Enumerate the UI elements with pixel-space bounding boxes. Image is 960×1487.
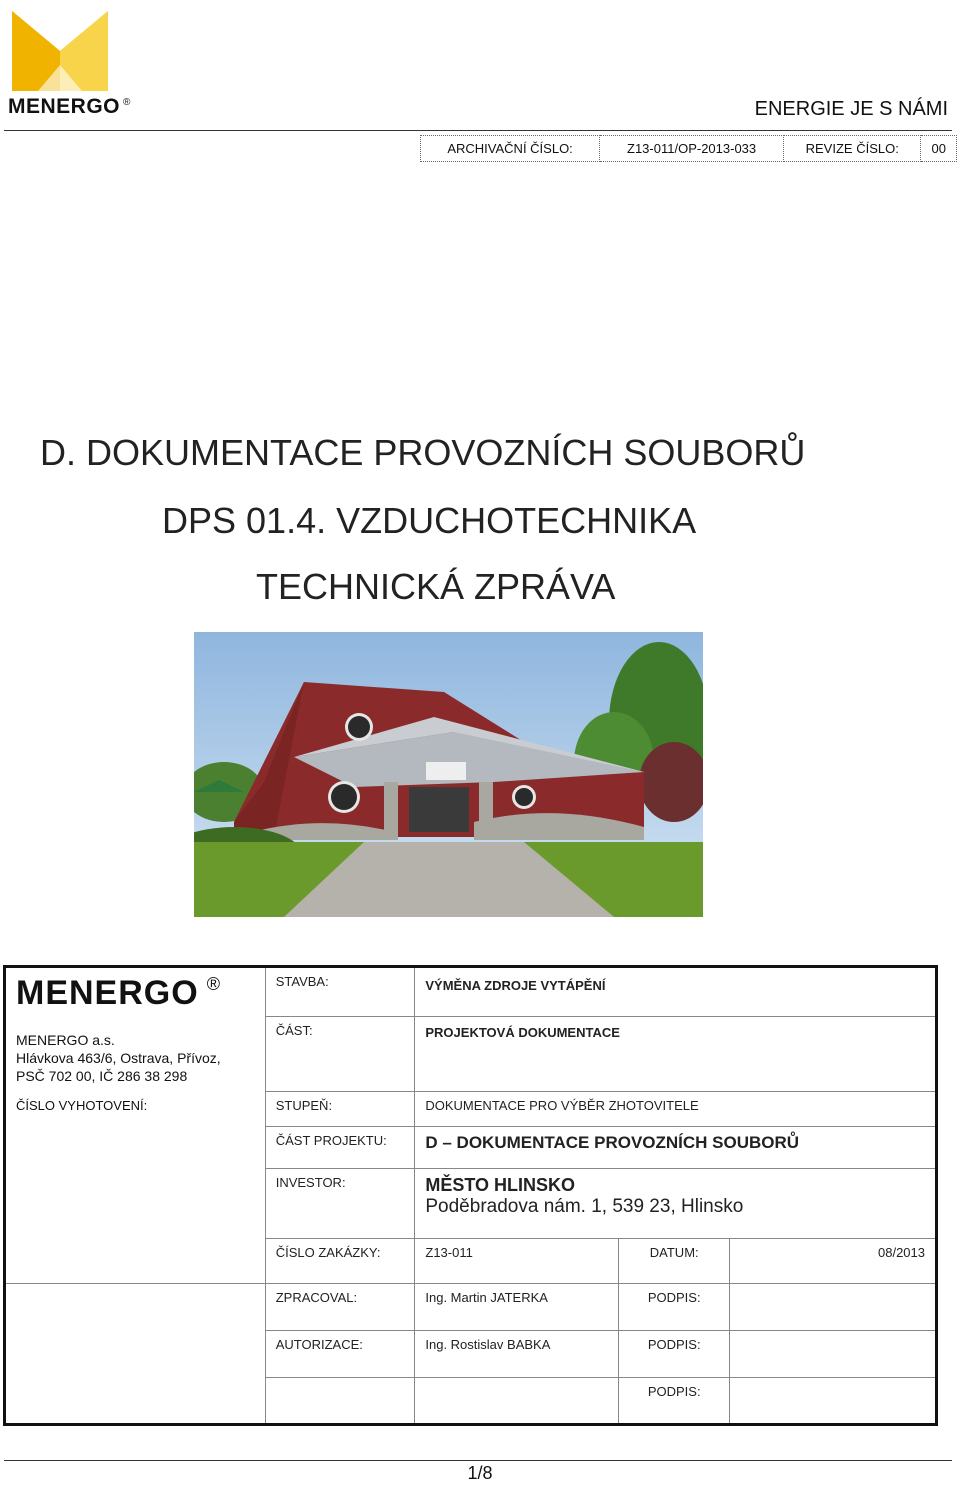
- title-block-company-cell: [5, 967, 266, 1092]
- building-photo: [194, 632, 703, 917]
- autorizace-value: Ing. Rostislav BABKA: [415, 1330, 619, 1377]
- podpis-field-2: [730, 1330, 937, 1377]
- podpis-label-2: PODPIS:: [619, 1330, 730, 1377]
- company-slogan: ENERGIE JE S NÁMI: [754, 98, 948, 120]
- zakazka-value: Z13-011: [415, 1238, 619, 1283]
- stupen-value: DOKUMENTACE PRO VÝBĚR ZHOTOVITELE: [415, 1091, 937, 1126]
- stavba-label: STAVBA:: [265, 967, 415, 1017]
- cast-projektu-value: D – DOKUMENTACE PROVOZNÍCH SOUBORŮ: [415, 1126, 937, 1168]
- datum-label: DATUM:: [619, 1238, 730, 1283]
- company-logo-icon: [8, 5, 112, 95]
- document-title-main: D. DOKUMENTACE PROVOZNÍCH SOUBORŮ: [40, 432, 806, 473]
- footer-divider: [4, 1460, 952, 1461]
- zakazka-label: ČÍSLO ZAKÁZKY:: [265, 1238, 415, 1283]
- company-logo-text: MENERGO ®: [8, 95, 131, 118]
- zpracoval-label: ZPRACOVAL:: [265, 1283, 415, 1330]
- company-name: MENERGO a.s.: [16, 1032, 115, 1048]
- autorizace-label: AUTORIZACE:: [265, 1330, 415, 1377]
- revision-number-value: 00: [921, 136, 957, 162]
- document-title-section: DPS 01.4. VZDUCHOTECHNIKA: [162, 500, 697, 541]
- investor-name: MĚSTO HLINSKO: [425, 1174, 576, 1195]
- company-address: Hlávkova 463/6, Ostrava, Přívoz,: [16, 1050, 221, 1066]
- page-number: 1/8: [467, 1463, 493, 1483]
- title-block-logo: MENERGO ®: [16, 974, 221, 1012]
- cast-label: ČÁST:: [265, 1017, 415, 1092]
- cast-value: PROJEKTOVÁ DOKUMENTACE: [415, 1017, 937, 1092]
- archive-number-label: ARCHIVAČNÍ ČÍSLO:: [421, 136, 600, 162]
- podpis-field-3: [730, 1377, 937, 1424]
- datum-value: 08/2013: [730, 1238, 937, 1283]
- header-divider: [4, 130, 952, 131]
- podpis-field-1: [730, 1283, 937, 1330]
- blank-cell-a: [265, 1377, 415, 1424]
- investor-address: Poděbradova nám. 1, 539 23, Hlinsko: [425, 1195, 744, 1217]
- archive-info-table: [420, 135, 957, 162]
- document-number-label: ČÍSLO VYHOTOVENÍ:: [5, 1091, 266, 1283]
- cast-projektu-label: ČÁST PROJEKTU:: [265, 1126, 415, 1168]
- stupen-label: STUPEŇ:: [265, 1091, 415, 1126]
- investor-cell: [415, 1168, 937, 1238]
- document-title-type: TECHNICKÁ ZPRÁVA: [256, 566, 616, 607]
- revision-number-label: REVIZE ČÍSLO:: [784, 136, 921, 162]
- podpis-label-3: PODPIS:: [619, 1377, 730, 1424]
- archive-number-value: Z13-011/OP-2013-033: [600, 136, 784, 162]
- stavba-value: VÝMĚNA ZDROJE VYTÁPĚNÍ: [415, 967, 937, 1017]
- zpracoval-value: Ing. Martin JATERKA: [415, 1283, 619, 1330]
- document-title-block: [3, 965, 938, 1415]
- company-address-line2: PSČ 702 00, IČ 286 38 298: [16, 1068, 188, 1084]
- title-block-empty-cell: [5, 1283, 266, 1424]
- investor-label: INVESTOR:: [265, 1168, 415, 1238]
- podpis-label-1: PODPIS:: [619, 1283, 730, 1330]
- blank-cell-b: [415, 1377, 619, 1424]
